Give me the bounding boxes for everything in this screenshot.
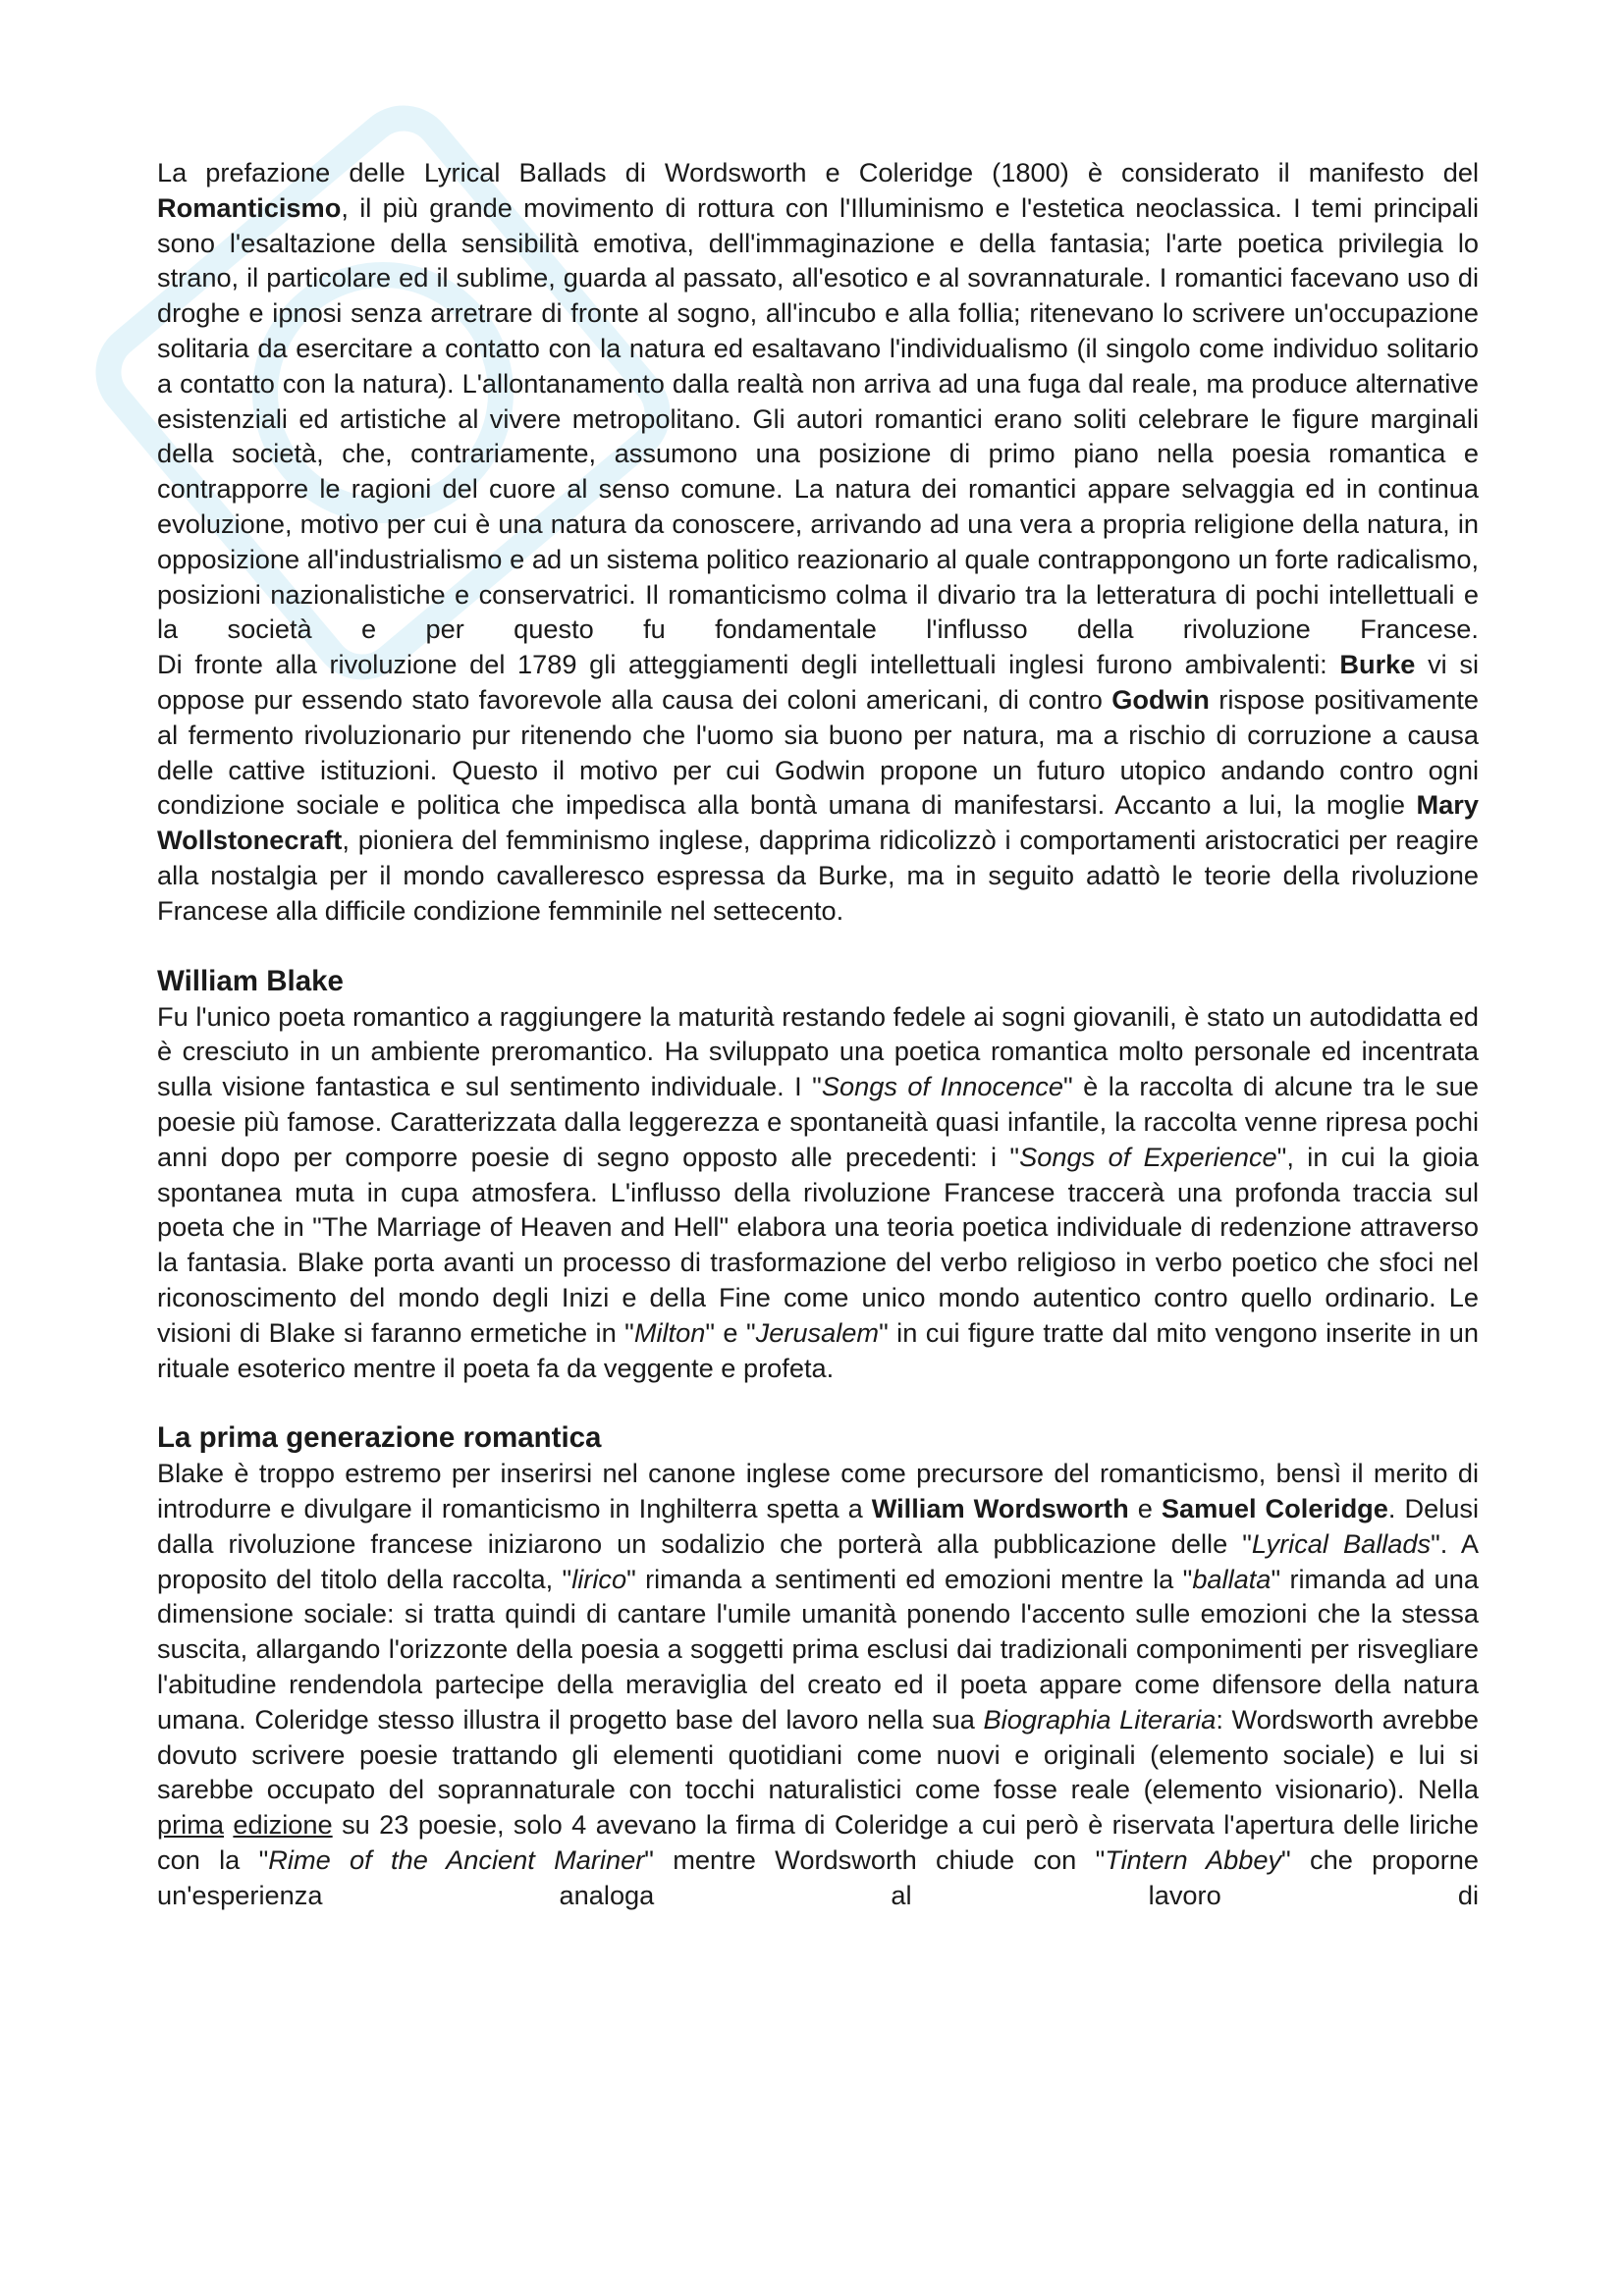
term-romanticismo: Romanticismo <box>157 191 342 223</box>
name-godwin: Godwin <box>1111 683 1210 715</box>
document-page <box>157 155 1479 1913</box>
paragraph-romanticismo: La prefazione delle Lyrical Ballads di Wordsworth e Coleridge (1800) è considerato il manifesto del Romanticismo, il più grande movimento di rottura con l'Illuminismo e l'estetica neoclassica. I temi principali sono l'esaltazione della sensibilità emotiva, dell'immaginazione e della fantasia; l'arte poetica privilegia lo strano, il particolare ed il sublime, guarda al passato, all'esotico e al sovrannaturale. I romantici facevano uso di droghe e ipnosi senza arretrare di fronte al sogno, all'incubo e alla follia; ritenevano lo scrivere un'occupazione solitaria da esercitare a contatto con la natura ed esaltavano l'individualismo (il singolo come individuo solitario a contatto con la natura). L'allontanamento dalla realtà non arriva ad una fuga dal reale, ma produce alternative esistenziali ed artistiche al vivere metropolitano. Gli autori romantici erano soliti celebrare le figure marginali della società, che, contrariamente, assumono una posizione di primo piano nella poesia romantica e contrapporre le ragioni del cuore al senso comune. La natura dei romantici appare selvaggia ed in continua evoluzione, motivo per cui è una natura da conoscere, arrivando ad una vera a propria religione della natura, in opposizione all'industrialismo e ad un sistema politico reazionario al quale contrappongono un forte radicalismo, posizioni nazionalistiche e conservatrici. Il romanticismo colma il divario tra la letteratura di pochi intellettuali e la società e per questo fu fondamentale l'influsso della rivoluzione Francese. <box>157 157 1479 645</box>
paragraph-rivoluzione: Di fronte alla rivoluzione del 1789 gli atteggiamenti degli intellettuali inglesi furono ambivalenti: Burke vi si oppose pur essendo stato favorevole alla causa dei coloni americani, di contro Godwin rispose positivamente al fermento rivoluzionario pur ritenendo che l'uomo sia buono per natura, ma a rischio di corruzione a causa delle cattive istituzioni. Questo il motivo per cui Godwin propone un futuro utopico andando contro ogni condizione sociale e politica che impedisca alla bontà umana di manifestarsi. Accanto a lui, la moglie Mary Wollstonecraft, pioniera del femminismo inglese, dapprima ridicolizzò i comportamenti aristocratici per reagire alla nostalgia per il mondo cavalleresco espressa da Burke, ma in seguito adattò le teorie della rivoluzione Francese alla difficile condizione femminile nel settecento. <box>157 649 1480 926</box>
name-wollstonecraft: Mary Wollstonecraft <box>157 789 1479 856</box>
heading-prima-generazione: La prima generazione romantica <box>157 1421 602 1455</box>
heading-william-blake: William Blake <box>157 964 344 997</box>
paragraph-blake: Fu l'unico poeta romantico a raggiungere la maturità restando fedele ai sogni giovanili, è stato un autodidatta ed è cresciuto in un ambiente preromantico. Ha sviluppato una poetica romantica molto personale ed incentrata sulla visione fantastica e sul sentimento individuale. I "Songs of Innocence" è la raccolta di alcune tra le sue poesie più famose. Caratterizzata dalla leggerezza e spontaneità quasi infantile, la raccolta venne ripresa pochi anni dopo per comporre poesie di segno opposto alle precedenti: i "Songs of Experience", in cui la gioia spontanea muta in cupa atmosfera. L'influsso della rivoluzione Francese traccerà una profonda traccia sul poeta che in "The Marriage of Heaven and Hell" elabora una teoria poetica individuale di redenzione attraverso la fantasia. Blake porta avanti un processo di trasformazione del verbo religioso in verbo poetico che sfoci nel riconoscimento del mondo degli Inizi e della Fine come unico mondo autentico contro quello ordinario. Le visioni di Blake si faranno ermetiche in "Milton" e "Jerusalem" in cui figure tratte dal mito vengono inserite in un rituale esoterico mentre il poeta fa da veggente e profeta. <box>157 1000 1480 1383</box>
paragraph-prima-generazione: Blake è troppo estremo per inserirsi nel canone inglese come precursore del romanticismo, bensì il merito di introdurre e divulgare il romanticismo in Inghilterra spetta a William Wordsworth e Samuel Coleridge. Delusi dalla rivoluzione francese iniziarono un sodalizio che porterà alla pubblicazione delle "Lyrical Ballads". A proposito del titolo della raccolta, "lirico" rimanda a sentimenti ed emozioni mentre la "ballata" rimanda ad una dimensione sociale: si tratta quindi di cantare l'umile umanità ponendo l'accento sulle emozioni che la stessa suscita, allargando l'orizzonte della poesia a soggetti prima esclusi dai tradizionali componimenti per risvegliare l'abitudine rendendola partecipe della meraviglia del creato ed il poeta appare come difensore della natura umana. Coleridge stesso illustra il progetto base del lavoro nella sua Biographia Literaria: Wordsworth avrebbe dovuto scrivere poesie trattando gli elementi quotidiani come nuovi e originali (elemento sociale) e lui si sarebbe occupato del soprannaturale con tocchi naturalistici come fosse reale (elemento visionario). Nella prima edizione su 23 poesie, solo 4 avevano la firma di Coleridge a cui però è riservata l'apertura delle liriche con la "Rime of the Ancient Mariner" mentre Wordsworth chiude con "Tintern Abbey" che proporne un'esperienza analoga al lavoro di <box>157 1458 1480 1910</box>
name-burke: Burke <box>1339 649 1416 680</box>
